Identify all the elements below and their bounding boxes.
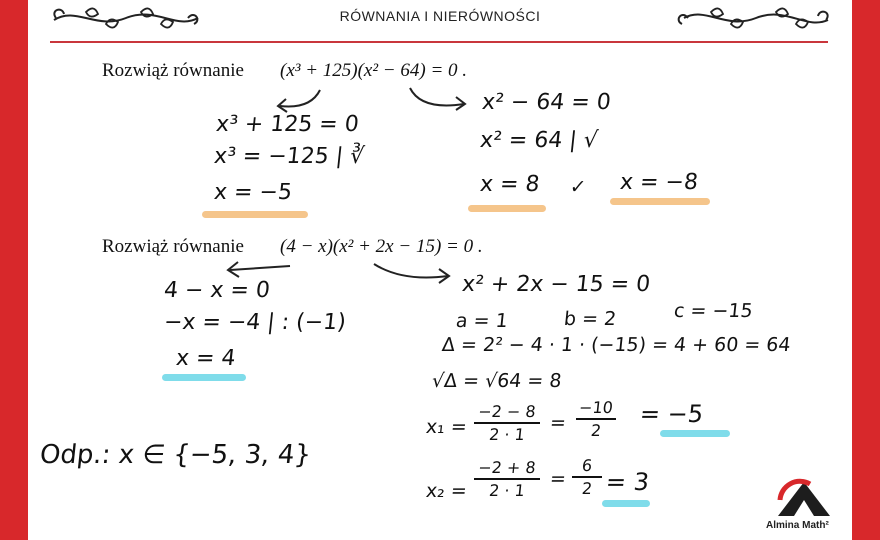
header-divider [50,41,828,43]
task1-right-step1: x² − 64 = 0 [480,90,612,115]
task2-quadratic: x² + 2x − 15 = 0 [460,272,652,297]
highlight-x-minus8 [610,198,710,205]
worksheet-page [28,0,852,540]
x2-fraction2 [572,456,602,498]
fraction-bar [474,422,540,424]
task2-left-step2: −x = −4 | : (−1) [162,310,348,335]
task1-equation: (x³ + 125)(x² − 64) = 0 . [280,60,468,81]
task1-right-result1: x = 8 [478,172,541,197]
task1-left-step1: x³ + 125 = 0 [214,112,360,137]
highlight-x-8 [468,205,546,212]
fraction-bar [576,418,616,420]
x1-fraction [474,402,540,444]
x2-denominator2: 2 [580,479,594,498]
x1-numerator2: −10 [578,398,614,417]
task2-prompt: Rozwiąż równanie [102,236,244,257]
highlight-x2 [602,500,650,507]
coef-b: b = 2 [562,308,618,330]
coef-c: c = −15 [672,300,754,322]
highlight-x-4 [162,374,246,381]
task2-left-step1: 4 − x = 0 [162,278,272,303]
x1-denominator2: 2 [589,421,603,440]
check-mark-icon: ✓ [568,176,588,198]
answer-text: Odp.: x ∈ {−5, 3, 4} [38,440,313,470]
delta-calc: Δ = 2² − 4 · 1 · (−15) = 4 + 60 = 64 [440,334,792,356]
x1-denominator: 2 · 1 [488,425,526,444]
almina-math-logo-icon [770,478,836,518]
sqrt-delta: √Δ = √64 = 8 [430,370,563,392]
coef-a: a = 1 [454,310,509,332]
highlight-x-minus5 [202,211,308,218]
logo-text: Almina Math² [766,520,829,531]
fraction-bar [474,478,540,480]
x2-result: = 3 [604,468,651,496]
x2-equals: = [548,468,568,490]
x1-equals: = [548,412,568,434]
x2-label: x₂ = [424,480,468,502]
x2-numerator: −2 + 8 [477,458,537,477]
task2-left-result: x = 4 [174,346,237,371]
task1-right-step2: x² = 64 | √ [478,128,599,153]
x2-numerator2: 6 [580,456,594,475]
x2-denominator: 2 · 1 [488,481,526,500]
task1-left-result: x = −5 [212,180,294,205]
highlight-x1 [660,430,730,437]
task2-equation: (4 − x)(x² + 2x − 15) = 0 . [280,236,483,257]
fraction-bar [572,476,602,478]
task1-prompt: Rozwiąż równanie [102,60,244,81]
x1-label: x₁ = [424,416,468,438]
x1-result: = −5 [638,400,705,428]
page-title: RÓWNANIA I NIERÓWNOŚCI [339,8,541,24]
task1-right-result2: x = −8 [618,170,700,195]
task1-left-step2: x³ = −125 | ∛ [212,144,366,169]
x1-fraction2 [576,398,616,440]
x2-fraction [474,458,540,500]
x1-numerator: −2 − 8 [477,402,537,421]
